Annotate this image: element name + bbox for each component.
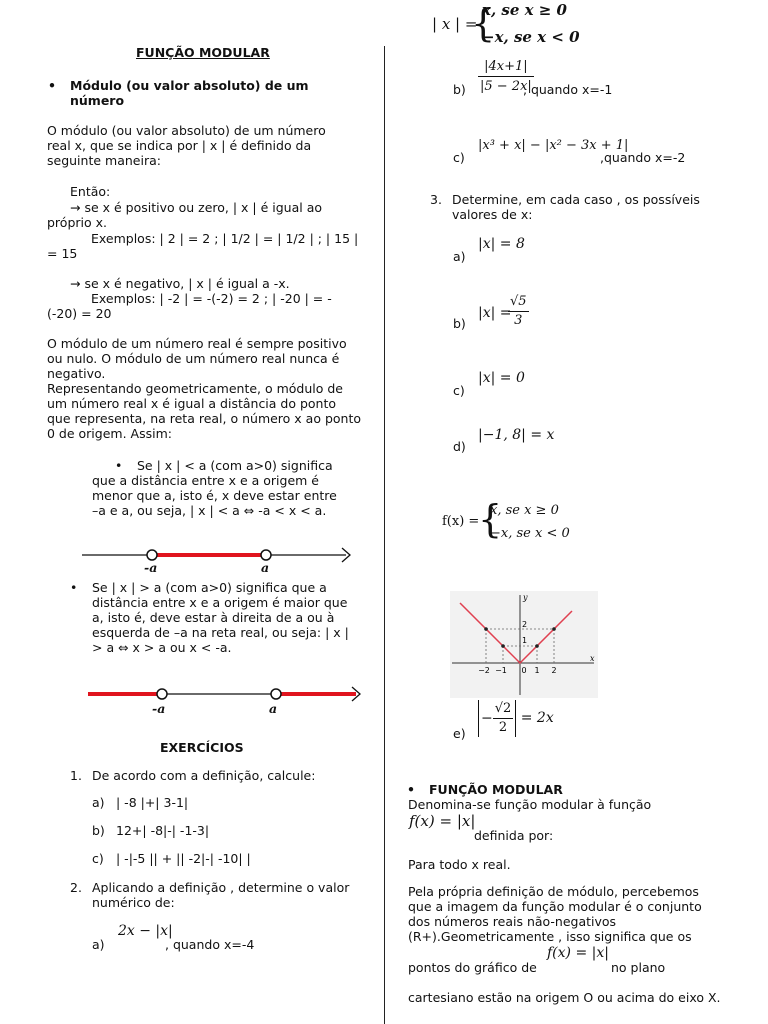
exercise-3e-label: e): [453, 726, 466, 741]
exercise-3-prompt: Determine, em cada caso , os possíveis valores de x:: [452, 192, 700, 222]
exercise-3b-fraction: [508, 293, 529, 330]
exercise-2-number: 2.: [70, 880, 82, 895]
exercise-3-number: 3.: [430, 192, 442, 207]
graph-tick-x: −1: [495, 666, 507, 675]
pontos-pre-text: pontos do gráfico de: [408, 960, 537, 975]
exercise-1c-label: c): [92, 851, 104, 866]
fx-definition-case2: −x, se x < 0: [490, 526, 570, 541]
abs-definition-lhs: | x | =: [432, 15, 478, 33]
exercise-1c-expr: | -|-5 || + || -2|-| -10| |: [116, 851, 251, 866]
graph-point: [501, 644, 505, 648]
exercise-1b-expr: 12+| -8|-| -1-3|: [116, 823, 210, 838]
denomina-text: Denomina-se função modular à função: [408, 797, 652, 812]
exercise-3c-expr: |x| = 0: [478, 370, 525, 386]
graph-tick-x: 1: [534, 666, 540, 675]
para-todo-text: Para todo x real.: [408, 857, 511, 872]
exercise-2c-when: ,quando x=-2: [600, 150, 686, 165]
graph-point: [484, 627, 488, 631]
page-title: FUNÇÃO MODULAR: [136, 45, 270, 60]
section-heading-modulo: • Módulo (ou valor absoluto) de um número: [70, 78, 340, 108]
entao-label: Então:: [70, 184, 111, 199]
modular-function-graph: [450, 591, 598, 698]
fx-definition-brace: {: [478, 497, 503, 541]
exercise-2c-label: c): [453, 150, 465, 165]
exercise-3e-rhs: = 2x: [520, 710, 554, 726]
cartesiano-text: cartesiano estão na origem O ou acima do eixo X.: [408, 990, 721, 1005]
fx-definition-lhs: f(x) =: [442, 514, 480, 529]
exercise-3e-fraction: [493, 700, 514, 737]
number-line-less: [80, 544, 360, 580]
fx-abs-expr-inline: f(x) = |x|: [547, 945, 609, 961]
fx-definition-case1: x, se x ≥ 0: [490, 503, 559, 518]
exercise-2b-label: b): [453, 82, 466, 97]
graph-tick-x: 2: [551, 666, 557, 675]
number-line-greater: [86, 684, 366, 708]
graph-tick-x: 0: [521, 666, 527, 675]
exercise-2a-label: a): [92, 937, 105, 952]
graph-v-curve: [460, 603, 572, 663]
graph-svg: [450, 591, 598, 698]
point-a: [271, 689, 281, 699]
graph-tick-x: −2: [478, 666, 490, 675]
graph-tick-y: 2: [522, 620, 528, 629]
point-minus-a: [157, 689, 167, 699]
exercise-3a-expr: |x| = 8: [478, 236, 525, 252]
bullet-less-than: • Se | x | < a (com a>0) significa que a distância entre x e a origem é menor que a, isto é, x deve estar entre –a e a, ou seja, | x | < a ⇔ -a < x < a.: [92, 458, 347, 518]
exercise-3a-label: a): [453, 249, 466, 264]
definida-text: definida por:: [474, 828, 554, 843]
exercise-3e-numerator: √2: [493, 700, 514, 719]
paragraph-sempre-positivo: O módulo de um número real é sempre positivo ou nulo. O módulo de um número real nunca é negativo.: [47, 336, 347, 381]
bullet-greater-than: • Se | x | > a (com a>0) significa que a distância entre x e a origem é maior que a, isto é, deve estar à direita de a ou à esquerda de –a na reta real, ou seja: | x | > a ⇔ x > a ou x < -a.: [92, 580, 362, 655]
exercise-2b-when: , quando x=-1: [523, 82, 613, 97]
paragraph-geometric: Representando geometricamente, o módulo de um número real x é igual a distância do ponto que representa, na reta real, o número x ao ponto 0 de origem. Assim:: [47, 381, 362, 441]
exercise-3d-expr: |−1, 8| = x: [478, 427, 555, 443]
section-heading-funcao-modular: • FUNÇÃO MODULAR: [429, 782, 563, 797]
exercise-2a-when: , quando x=-4: [165, 937, 255, 952]
examples-negative: Exemplos: | -2 | = -(-2) = 2 ; | -20 | = -(-20) = 20: [47, 291, 332, 321]
abs-definition-case2: −x, se x < 0: [482, 28, 580, 46]
graph-tick-y: 1: [522, 636, 528, 645]
number-line-label-a: a: [261, 560, 270, 575]
pontos-post-text: no plano: [611, 960, 666, 975]
pela-propria-paragraph: Pela própria definição de módulo, percebemos que a imagem da função modular é o conjunto dos números reais não-negativos (R+).Geometricamente , isso significa que os: [408, 884, 702, 944]
exercise-3b-lhs: |x| =: [478, 305, 512, 321]
exercise-2a-expr: 2x − |x|: [118, 923, 173, 939]
fx-abs-expr: f(x) = |x|: [409, 812, 476, 830]
exercise-1-prompt: De acordo com a definição, calcule:: [92, 768, 316, 783]
exercise-1b-label: b): [92, 823, 105, 838]
exercise-3b-label: b): [453, 316, 466, 331]
exercise-2b-denominator: |5 − 2x|: [480, 79, 532, 94]
exercise-3e-expr: − $\frac{√2}{2}$ = 2x: [478, 700, 554, 737]
exercise-1-number: 1.: [70, 768, 82, 783]
graph-axis-x-label: x: [590, 654, 595, 663]
exercise-1a-label: a): [92, 795, 105, 810]
graph-point: [535, 644, 539, 648]
rule-negative: → se x é negativo, | x | é igual a -x.: [70, 276, 290, 291]
column-divider: [384, 46, 385, 1024]
point-a: [261, 550, 271, 560]
intro-paragraph: O módulo (ou valor absoluto) de um número real x, que se indica por | x | é definido da seguinte maneira:: [47, 123, 326, 168]
graph-axis-y-label: y: [523, 593, 528, 602]
exercise-3e-denominator: 2: [498, 720, 508, 735]
exercise-3d-label: d): [453, 439, 466, 454]
abs-definition-case1: x, se x ≥ 0: [482, 1, 567, 19]
exercise-3c-label: c): [453, 383, 465, 398]
exercise-1a-expr: | -8 |+| 3-1|: [116, 795, 189, 810]
number-line2-label-minus-a: -a: [152, 701, 166, 716]
exercise-2b-numerator: |4x+1|: [478, 57, 534, 77]
number-line2-label-a: a: [269, 701, 278, 716]
number-line-label-minus-a: -a: [144, 560, 158, 575]
exercicios-heading: EXERCÍCIOS: [160, 740, 244, 755]
examples-positive: Exemplos: | 2 | = 2 ; | 1/2 | = | 1/2 | ; | 15 | = 15: [47, 231, 359, 261]
exercise-3b-denominator: 3: [514, 313, 523, 328]
abs-definition-brace: {: [471, 1, 496, 45]
exercise-2c-expr: |x³ + x| − |x² − 3x + 1|: [478, 138, 629, 153]
graph-point: [552, 627, 556, 631]
point-minus-a: [147, 550, 157, 560]
exercise-2-prompt: Aplicando a definição , determine o valor numérico de:: [92, 880, 350, 910]
exercise-3b-numerator: √5: [508, 293, 529, 312]
rule-positive: → se x é positivo ou zero, | x | é igual ao próprio x.: [47, 200, 323, 230]
